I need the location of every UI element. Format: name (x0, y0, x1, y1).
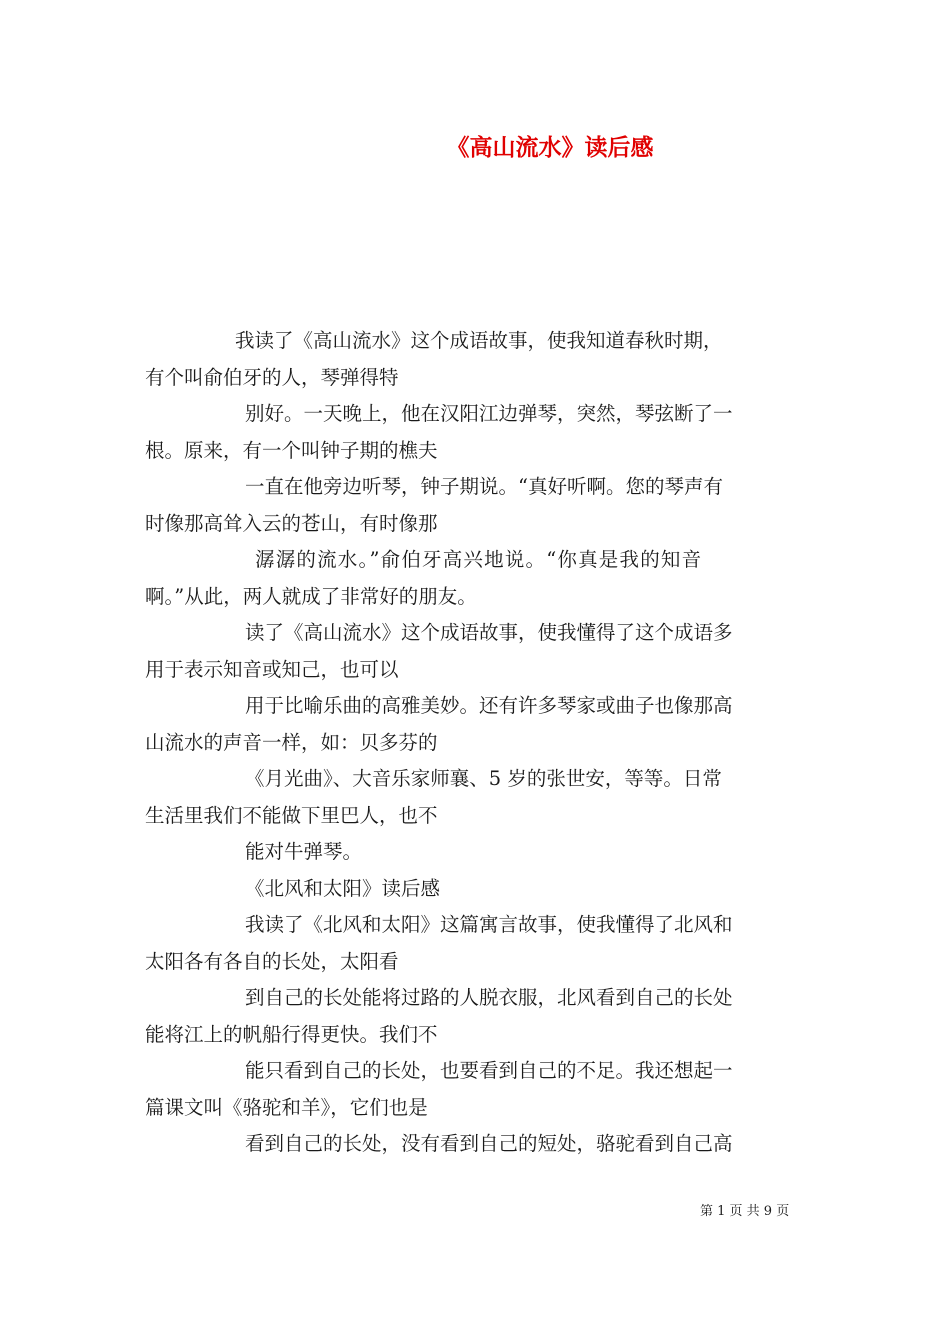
paragraph-line: 能将江上的帆船行得更快。我们不 (145, 1022, 438, 1046)
paragraph-line: 能对牛弹琴。 (245, 840, 363, 863)
paragraph-line: 我读了《北风和太阳》这篇寓言故事，使我懂得了北风和 (245, 913, 733, 936)
paragraph-line: 《月光曲》、大音乐家师襄、5 岁的张世安，等等。日常 (245, 767, 722, 790)
document-title: 《高山流水》读后感 (446, 134, 654, 161)
section-heading: 《北风和太阳》读后感 (245, 876, 441, 900)
paragraph-line: 时像那高耸入云的苍山，有时像那 (145, 511, 438, 535)
page-footer: 第 1 页 共 9 页 (700, 1204, 790, 1219)
paragraph-line: 用于比喻乐曲的高雅美妙。还有许多琴家或曲子也像那高 (245, 694, 733, 717)
paragraph-line: 生活里我们不能做下里巴人，也不 (145, 803, 438, 827)
paragraph-line: 别好。一天晚上，他在汉阳江边弹琴，突然，琴弦断了一 (245, 402, 733, 425)
paragraph-line: 潺潺的流水。”俞伯牙高兴地说。“你真是我的知音 (255, 548, 703, 571)
document-body (145, 323, 805, 1163)
paragraph-line: 篇课文叫《骆驼和羊》，它们也是 (145, 1095, 428, 1119)
paragraph-line: 我读了《高山流水》这个成语故事，使我知道春秋时期， (235, 329, 723, 352)
paragraph-line: 根。原来，有一个叫钟子期的樵夫 (145, 438, 438, 462)
paragraph-line: 一直在他旁边听琴，钟子期说。“真好听啊。您的琴声有 (245, 475, 723, 498)
paragraph-line: 能只看到自己的长处，也要看到自己的不足。我还想起一 (245, 1059, 733, 1082)
paragraph-line: 山流水的声音一样，如：贝多芬的 (145, 730, 438, 754)
paragraph-line: 读了《高山流水》这个成语故事，使我懂得了这个成语多 (245, 621, 733, 644)
paragraph-line: 用于表示知音或知己，也可以 (145, 657, 399, 681)
paragraph-line: 到自己的长处能将过路的人脱衣服，北风看到自己的长处 (245, 986, 733, 1009)
paragraph-line: 看到自己的长处，没有看到自己的短处，骆驼看到自己高 (245, 1132, 733, 1155)
paragraph-line: 有个叫俞伯牙的人，琴弹得特 (145, 365, 399, 389)
paragraph-line: 啊。”从此，两人就成了非常好的朋友。 (145, 584, 477, 608)
paragraph-line: 太阳各有各自的长处，太阳看 (145, 949, 399, 973)
